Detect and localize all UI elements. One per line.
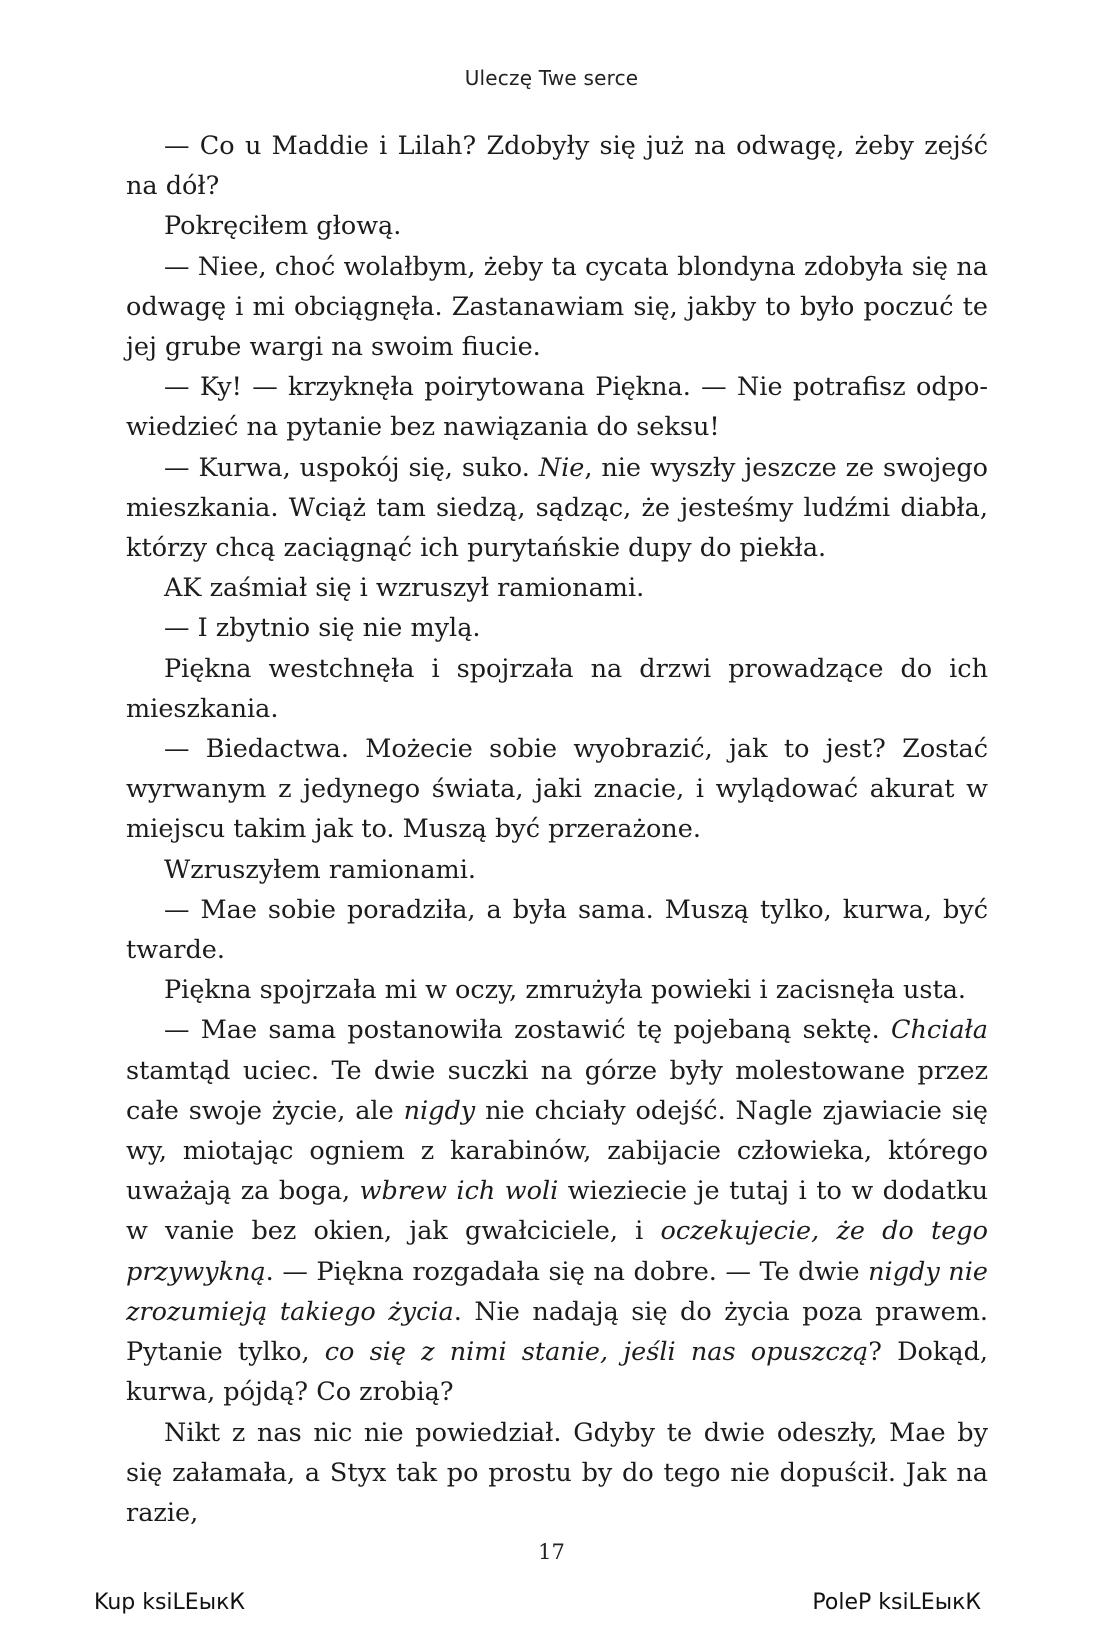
text-run: ? Dokąd, kurwa, pójdą? Co zrobią? bbox=[126, 1337, 988, 1408]
text-run: — Ky! — krzyknęła poirytowana Piękna. — Nie potrafisz odpowiedzieć na pytanie bez nawiązania do seksu! bbox=[126, 372, 988, 443]
paragraph bbox=[126, 568, 988, 608]
paragraph bbox=[126, 448, 988, 569]
text-run: Nikt z nas nic nie powiedział. Gdyby te dwie odeszły, Mae by się załamała, a Styx tak po prostu by do tego nie dopuścił. Jak na razie, bbox=[126, 1417, 988, 1528]
paragraph bbox=[126, 890, 988, 970]
text-run: — Mae sobie poradziła, a była sama. Muszą tylko, kurwa, być twarde. bbox=[126, 894, 988, 966]
text-run: — Niee, choć wolałbym, żeby ta cycata blondyna zdobyła się na odwagę i mi obciągnęła. Zastanawiam się, jakby to było poczuć te jej grube wargi na swoim fiucie. bbox=[126, 251, 988, 363]
paragraph bbox=[126, 970, 988, 1010]
paragraph bbox=[126, 1010, 988, 1412]
text-run: Piękna westchnęła i spojrzała na drzwi prowadzące do ich mieszkania. bbox=[126, 653, 988, 724]
paragraph bbox=[126, 850, 988, 890]
page-number: 17 bbox=[538, 1540, 565, 1564]
paragraph bbox=[126, 367, 988, 447]
italic-run: nigdy nie zrozumieją takiego życia bbox=[126, 1256, 988, 1327]
paragraph bbox=[126, 126, 988, 206]
paragraph bbox=[126, 1413, 988, 1534]
running-header-title: Uleczę Twe serce bbox=[464, 66, 639, 90]
text-run: Pokręciłem głową. bbox=[164, 211, 402, 242]
italic-run: Nie bbox=[538, 452, 585, 483]
text-run: AK zaśmiał się i wzruszył ramionami. bbox=[164, 573, 645, 604]
paragraph bbox=[126, 649, 988, 729]
italic-run: co się z nimi stanie, jeśli nas opuszczą bbox=[324, 1337, 869, 1368]
text-run: stamtąd uciec. Te dwie suczki na górze były molestowane przez całe swoje życie, ale bbox=[126, 1055, 988, 1126]
text-run: — Mae sama postanowiła zostawić tę pojebaną sektę. bbox=[164, 1015, 891, 1046]
text-run: . — Piękna rozgadała się na dobre. — Te dwie bbox=[265, 1256, 869, 1287]
text-run: wieziecie je tutaj i to w dodatku w vanie bez okien, jak gwałciciele, i bbox=[126, 1176, 989, 1247]
italic-run: nigdy bbox=[403, 1095, 476, 1126]
paragraph bbox=[126, 729, 988, 850]
paragraph bbox=[126, 608, 988, 648]
paragraph bbox=[126, 206, 988, 246]
italic-run: wbrew ich woli bbox=[359, 1176, 559, 1207]
text-run: nie chciały odejść. Nagle zjawiacie się wy, miotając ogniem z karabinów, zabijacie człowieka, którego uważają za boga, bbox=[126, 1095, 988, 1207]
italic-run: oczekujecie, że do tego przywykną bbox=[126, 1216, 988, 1287]
text-run: , nie wyszły jeszcze ze swojego mieszkania. Wciąż tam siedzą, sądząc, że jesteśmy ludźmi diabła, którzy chcą zaciągnąć ich purytańskie dupy do piekła. bbox=[126, 452, 988, 564]
text-run: — Kurwa, uspokój się, suko. bbox=[164, 452, 539, 483]
text-run: — Co u Maddie i Lilah? Zdobyły się już na odwagę, żeby zejść na dół? bbox=[126, 131, 988, 202]
recommend-book-link[interactable]: PoleP ksiLЕыкК bbox=[812, 1590, 981, 1615]
text-run: Wzruszyłem ramionami. bbox=[164, 854, 476, 885]
book-text-body bbox=[126, 126, 988, 1533]
text-run: . Nie nadają się do życia poza prawem. Pytanie tylko, bbox=[126, 1296, 988, 1368]
italic-run: Chciała bbox=[890, 1015, 988, 1046]
buy-book-link[interactable]: Kup ksiLЕыкК bbox=[94, 1590, 245, 1615]
text-run: — I zbytnio się nie mylą. bbox=[164, 613, 481, 644]
text-run: — Biedactwa. Możecie sobie wyobrazić, jak to jest? Zostać wyrwanym z jedynego świata, jaki znacie, i wylądować akurat w miejscu takim jak to. Muszą być przerażone. bbox=[126, 734, 988, 845]
text-run: Piękna spojrzała mi w oczy, zmrużyła powieki i zacisnęła usta. bbox=[164, 975, 967, 1006]
paragraph bbox=[126, 247, 988, 368]
